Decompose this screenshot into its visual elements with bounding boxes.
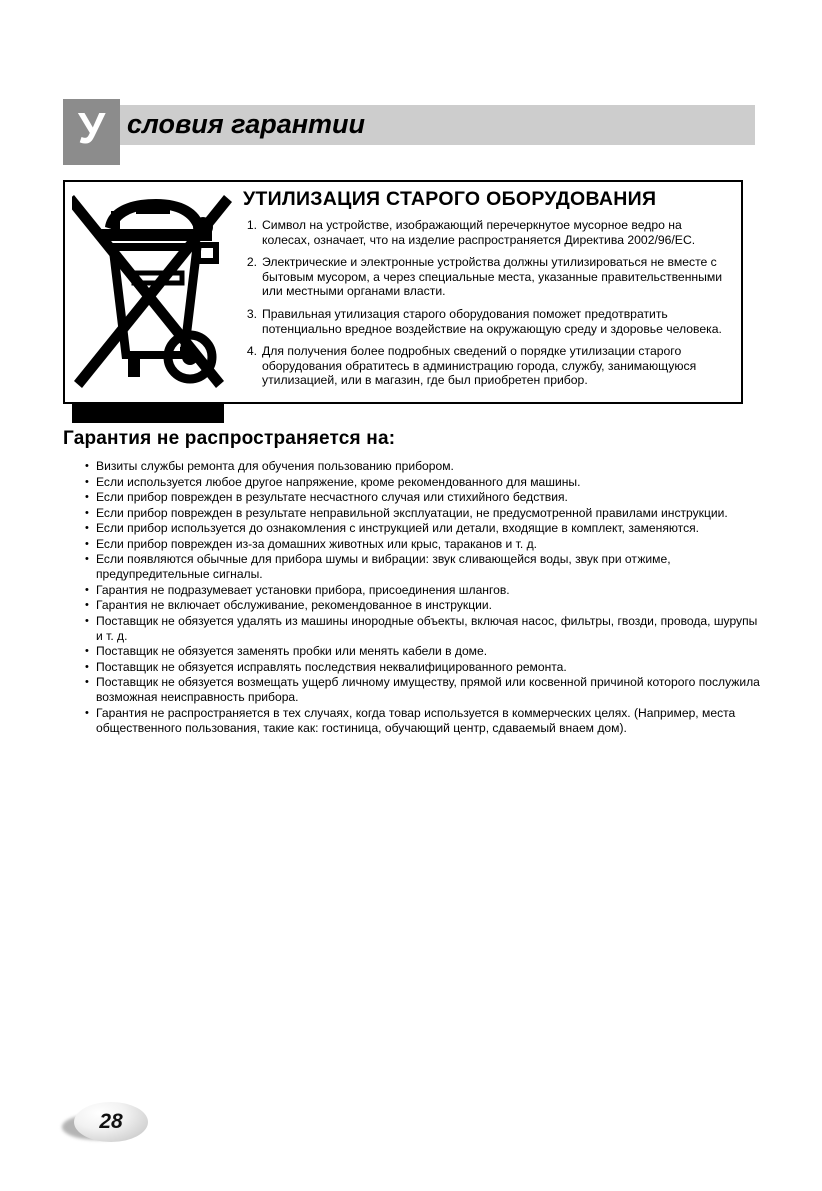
bullet-icon: •	[85, 706, 89, 719]
list-item-text: Гарантия не распространяется в тех случаях, когда товар используется в коммерческих целях. (Например, места общественного пользования, такие как: гостиница, обучающий центр, сдаваемый внаем дом).	[96, 705, 736, 735]
list-item-text: Если используется любое другое напряжение, кроме рекомендованного для машины.	[96, 474, 581, 489]
list-item	[85, 521, 765, 536]
list-item-text: Если прибор поврежден из-за домашних животных или крыс, тараканов и т. д.	[96, 536, 537, 551]
disposal-list-item	[243, 218, 731, 247]
crossed-out-wheeled-bin-icon	[65, 182, 237, 402]
bullet-icon: •	[85, 491, 89, 503]
disposal-list-item	[243, 344, 731, 388]
list-item-text: Поставщик не обязуется возмещать ущерб личному имуществу, прямой или косвенной причиной которого послужила возможная неисправность прибора.	[96, 675, 760, 704]
list-text: Правильная утилизация старого оборудования поможет предотвратить потенциально вредное воздействие на окружающую среду и здоровье человека.	[262, 306, 722, 336]
bullet-icon: •	[85, 676, 89, 688]
list-text: Символ на устройстве, изображающий перечеркнутое мусорное ведро на колесах, означает, что на изделие распространяется Директива 2002/96/ЕС.	[262, 218, 696, 247]
bullet-icon: •	[85, 506, 89, 519]
wee-black-bar	[72, 403, 224, 423]
list-item	[85, 459, 765, 474]
list-item-text: Поставщик не обязуется удалять из машины инородные объекты, включая насос, фильтры, гвозди, провода, шурупы и т. д.	[96, 613, 758, 643]
bullet-icon: •	[85, 660, 89, 673]
list-number: 3.	[246, 306, 257, 321]
list-item	[85, 644, 765, 659]
list-item-text: Если прибор поврежден в результате несчастного случая или стихийного бедствия.	[96, 490, 568, 504]
list-item-text: Поставщик не обязуется исправлять последствия неквалифицированного ремонта.	[96, 659, 567, 674]
old-equipment-disposal-box	[63, 180, 743, 404]
list-number: 4.	[246, 344, 257, 359]
list-number: 2.	[246, 255, 257, 270]
list-item-text: Если прибор используется до ознакомления с инструкцией или детали, входящие в комплект, заменяются.	[96, 521, 700, 535]
exclusions-heading: Гарантия не распространяется на:	[63, 428, 396, 449]
list-item	[85, 614, 765, 644]
header-initial-badge: У	[63, 99, 120, 165]
page-number-text: 28	[99, 1110, 123, 1133]
list-item-text: Если прибор поврежден в результате неправильной эксплуатации, не предусмотренной правилами инструкции.	[96, 505, 728, 520]
list-item-text: Визиты службы ремонта для обучения пользованию прибором.	[96, 459, 454, 473]
list-item-text: Гарантия не подразумевает установки прибора, присоединения шлангов.	[96, 582, 510, 597]
bullet-icon: •	[85, 475, 89, 488]
page-number-badge	[60, 1098, 170, 1150]
list-item	[85, 490, 765, 505]
list-item	[85, 552, 765, 582]
bullet-icon: •	[85, 599, 89, 611]
list-item	[85, 598, 765, 613]
list-item	[85, 675, 765, 705]
list-item	[85, 475, 765, 490]
bullet-icon: •	[85, 553, 89, 565]
disposal-text-column	[237, 182, 741, 402]
disposal-list-item	[243, 307, 731, 336]
list-item	[85, 537, 765, 552]
list-number: 1.	[246, 218, 257, 232]
list-item	[85, 660, 765, 675]
list-item	[85, 583, 765, 598]
disposal-list-item	[243, 255, 731, 299]
list-item-text: Поставщик не обязуется заменять пробки или менять кабели в доме.	[96, 644, 488, 658]
page-title: словия гарантии	[127, 109, 366, 139]
list-item-text: Если появляются обычные для прибора шумы и вибрации: звук сливающейся воды, звук при отжиме, предупредительные сигналы.	[96, 552, 671, 581]
bullet-icon: •	[85, 460, 89, 472]
bullet-icon: •	[85, 645, 89, 657]
page-header	[63, 104, 755, 153]
disposal-title: УТИЛИЗАЦИЯ СТАРОГО ОБОРУДОВАНИЯ	[243, 188, 657, 210]
list-text: Для получения более подробных сведений о порядке утилизации старого оборудования обратитесь в администрацию города, службу, занимающуюся утилизацией, или в магазин, где был приобретен прибор.	[262, 344, 697, 388]
bullet-icon: •	[85, 614, 89, 627]
list-item	[85, 506, 765, 521]
list-text: Электрические и электронные устройства должны утилизироваться не вместе с бытовым мусором, а через специальные места, указанные правительственными или местными органами власти.	[262, 255, 723, 299]
list-item	[85, 706, 765, 736]
exclusions-list	[85, 459, 765, 736]
list-item-text: Гарантия не включает обслуживание, рекомендованное в инструкции.	[96, 598, 493, 612]
bullet-icon: •	[85, 583, 89, 596]
bullet-icon: •	[85, 522, 89, 534]
bullet-icon: •	[85, 537, 89, 550]
